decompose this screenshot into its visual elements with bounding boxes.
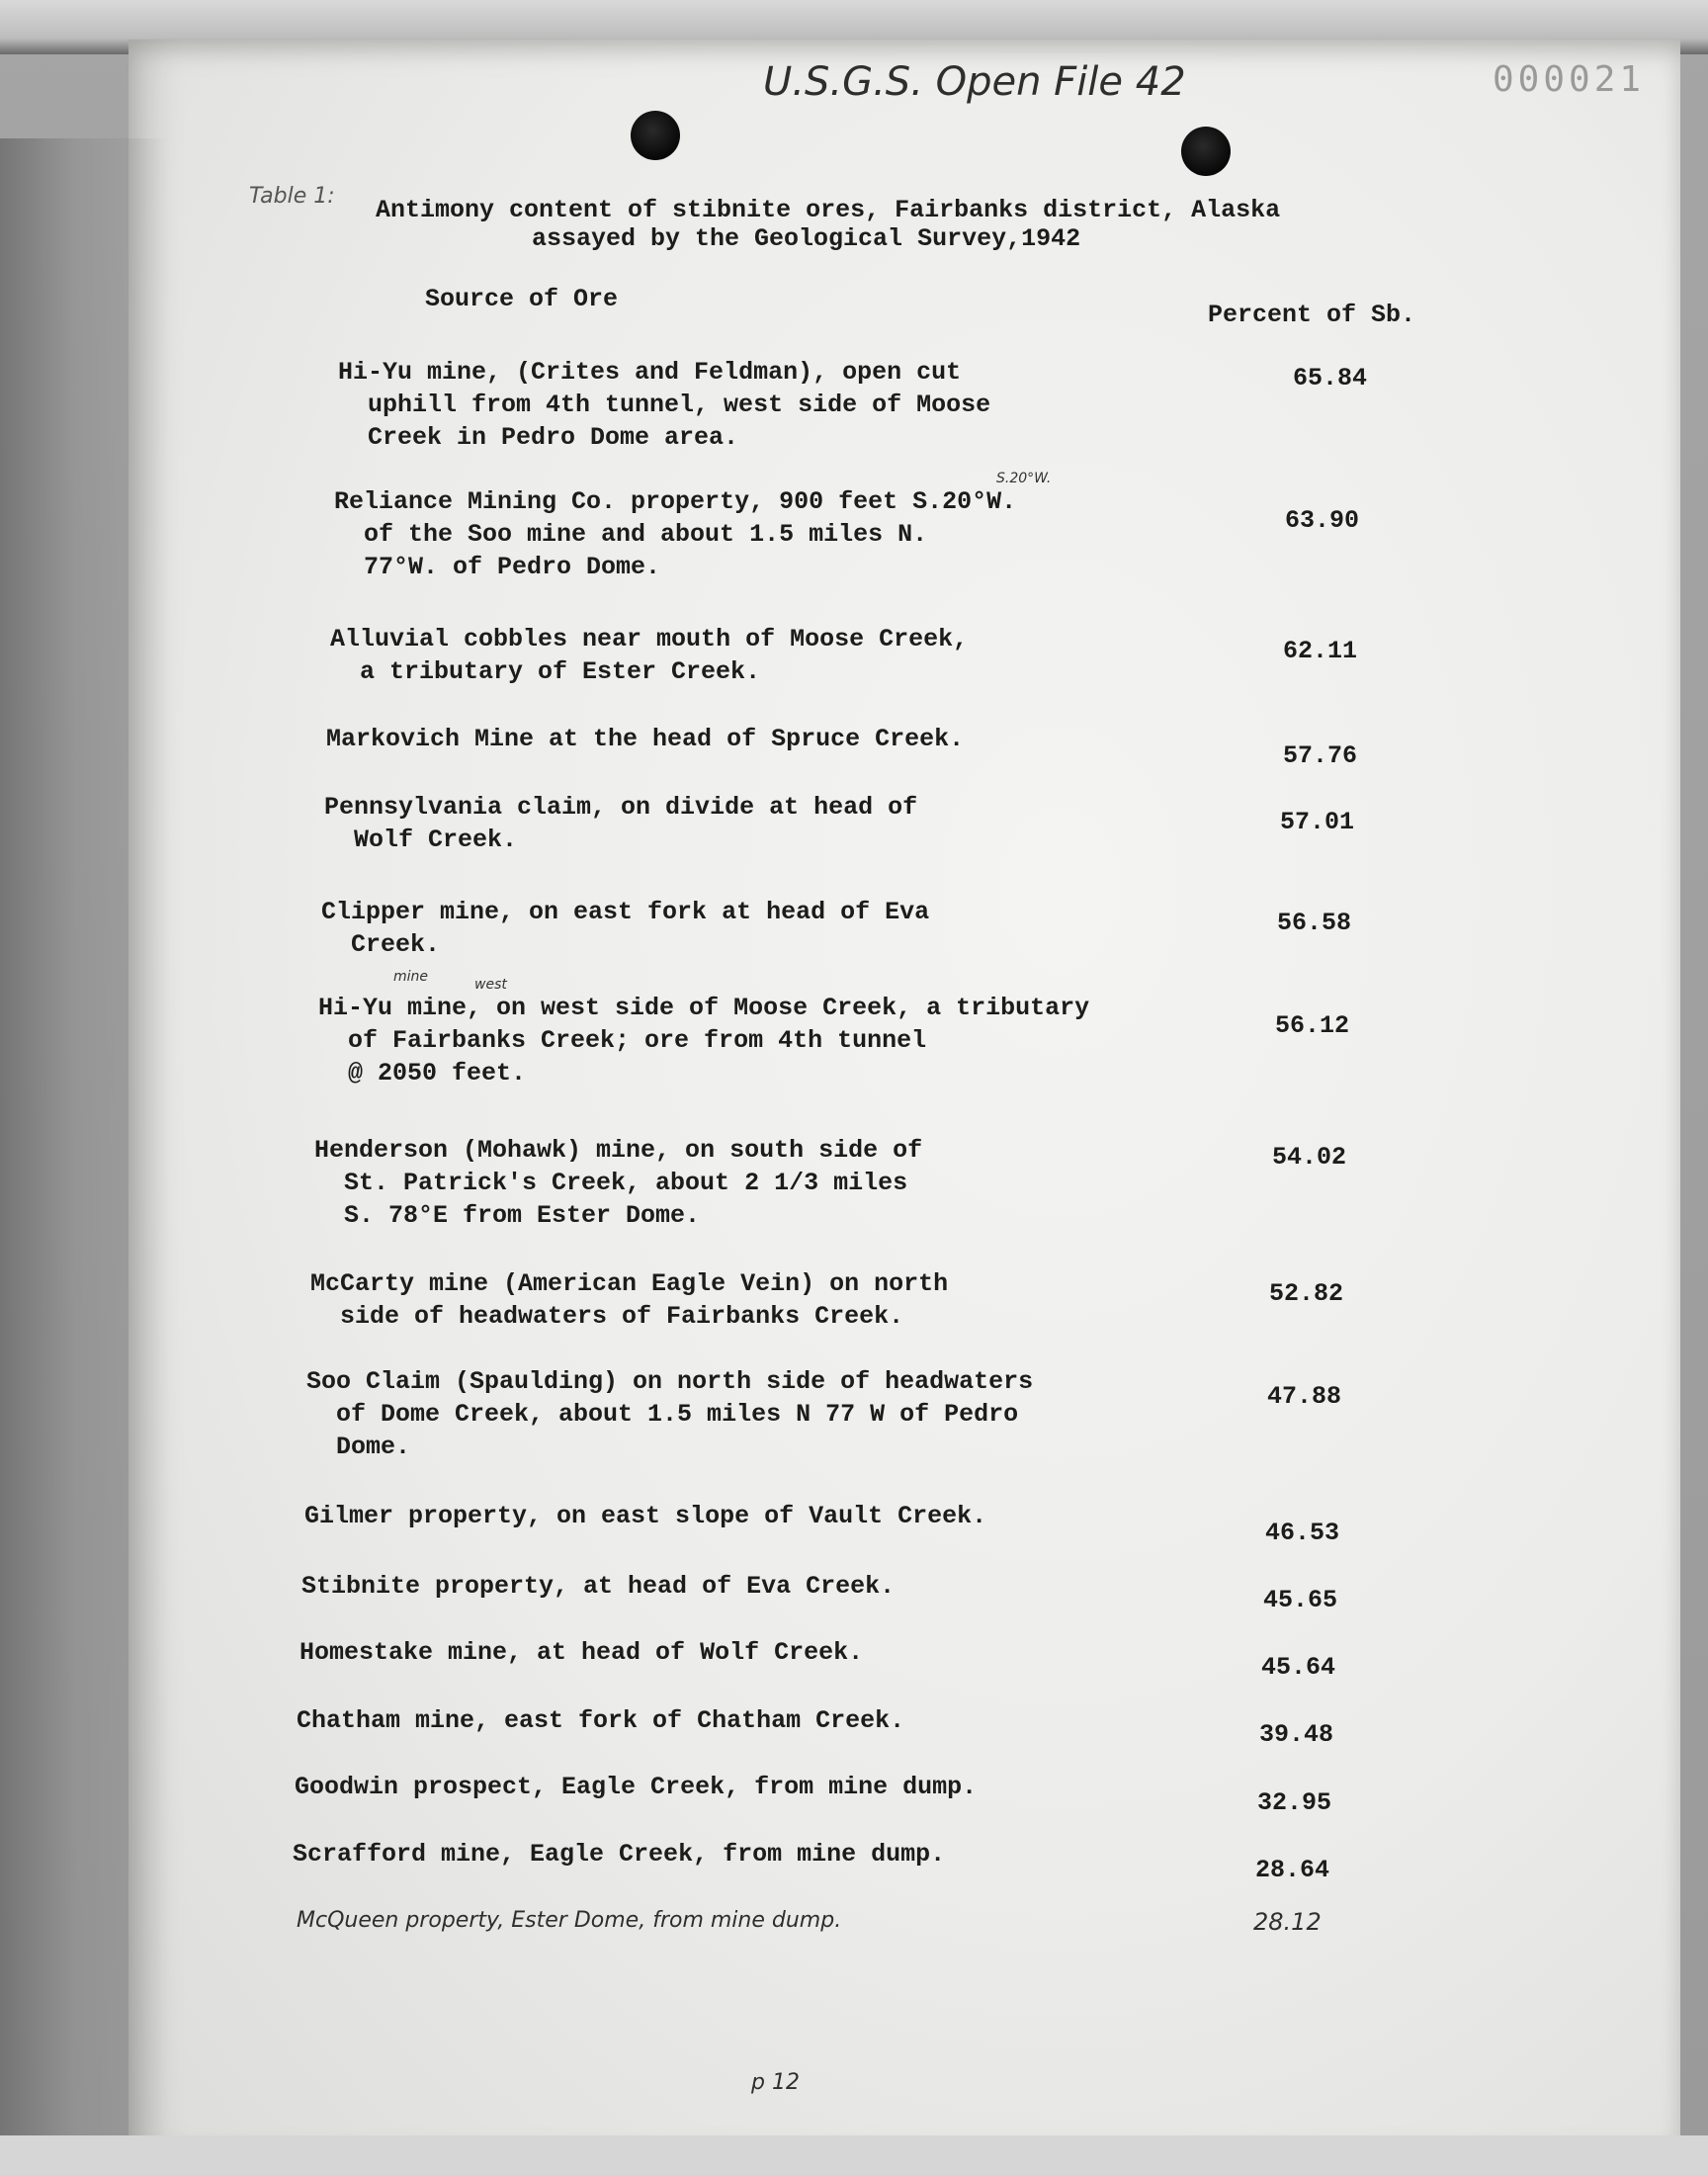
ore-source-line: Soo Claim (Spaulding) on north side of headwaters [306,1367,1034,1396]
ore-source-line: of Dome Creek, about 1.5 miles N 77 W of Pedro [336,1400,1019,1429]
punch-hole-left [631,111,680,160]
percent-sb-value-15: 32.95 [1257,1788,1332,1817]
ore-source-2 [334,485,1016,583]
ore-source-line: Dome. [336,1433,411,1461]
ore-source-13 [299,1636,863,1669]
ore-source-line: 77°W. of Pedro Dome. [364,553,661,581]
table-label: Table 1: [249,184,335,209]
percent-sb-value-4: 57.76 [1283,741,1358,770]
percent-sb-value-8: 54.02 [1272,1143,1347,1172]
percent-sb-value-7: 56.12 [1275,1011,1350,1040]
ore-source-10 [306,1365,1033,1463]
ore-source-1 [338,356,990,454]
ore-source-line: Hi-Yu mine, (Crites and Feldman), open cut [338,358,962,387]
ore-source-15 [295,1771,977,1803]
percent-sb-value-14: 39.48 [1259,1720,1334,1749]
handwritten-title: U.S.G.S. Open File 42 [763,59,1186,105]
ore-source-7 [318,992,1089,1089]
ore-source-line: McQueen property, Ester Dome, from mine dump. [297,1908,842,1933]
ore-source-3 [330,623,968,688]
ore-source-12 [301,1570,895,1603]
annotation-mine: mine [393,969,429,985]
percent-sb-value-17: 28.12 [1253,1908,1322,1936]
ore-source-8 [314,1134,922,1232]
punch-hole-right [1181,127,1231,176]
ore-source-line: S. 78°E from Ester Dome. [344,1201,701,1230]
percent-sb-value-13: 45.64 [1261,1653,1336,1682]
table-title-line1: Antimony content of stibnite ores, Fairbanks district, Alaska [376,196,1281,224]
ore-source-line: Creek. [351,930,441,959]
ore-source-line: Clipper mine, on east fork at head of Eva [321,898,930,926]
ore-source-line: of Fairbanks Creek; ore from 4th tunnel [348,1026,927,1055]
percent-sb-value-3: 62.11 [1283,637,1358,665]
ore-source-line: Creek in Pedro Dome area. [368,423,739,452]
page-note: p 12 [751,2070,800,2095]
ore-source-line: Markovich Mine at the head of Spruce Creek. [326,725,965,753]
column-header-percent: Percent of Sb. [1208,301,1416,329]
ore-source-line: side of headwaters of Fairbanks Creek. [340,1302,904,1331]
serial-stamp: 000021 [1493,59,1646,100]
scanner-bottom-edge [0,2135,1708,2175]
ore-source-line: @ 2050 feet. [348,1059,527,1088]
ore-source-line: Stibnite property, at head of Eva Creek. [301,1572,896,1601]
ore-source-line: Alluvial cobbles near mouth of Moose Creek, [330,625,969,653]
annotation-west: west [474,977,507,993]
percent-sb-value-12: 45.65 [1263,1586,1338,1614]
percent-sb-value-6: 56.58 [1277,909,1352,937]
ore-source-11 [304,1500,986,1532]
ore-source-line: uphill from 4th tunnel, west side of Moose [368,391,991,419]
ore-source-line: a tributary of Ester Creek. [360,657,761,686]
ore-source-line: Hi-Yu mine, on west side of Moose Creek, a tributary [318,994,1090,1022]
ore-source-line: Scrafford mine, Eagle Creek, from mine dump. [293,1840,946,1869]
percent-sb-value-16: 28.64 [1255,1856,1330,1884]
ore-source-16 [293,1838,945,1870]
ore-source-line: Gilmer property, on east slope of Vault Creek. [304,1502,987,1530]
ore-source-line: St. Patrick's Creek, about 2 1/3 miles [344,1169,908,1197]
ore-source-line: Goodwin prospect, Eagle Creek, from mine dump. [295,1773,978,1801]
percent-sb-value-1: 65.84 [1293,364,1368,392]
ore-source-line: Wolf Creek. [354,826,518,854]
ore-source-4 [326,723,964,755]
ore-source-9 [310,1267,948,1333]
ore-source-17 [297,1904,841,1937]
percent-sb-value-5: 57.01 [1280,808,1355,836]
ore-source-line: of the Soo mine and about 1.5 miles N. [364,520,928,549]
ore-source-line: Reliance Mining Co. property, 900 feet S.20°W. [334,487,1017,516]
ore-source-line: McCarty mine (American Eagle Vein) on north [310,1269,949,1298]
percent-sb-value-9: 52.82 [1269,1279,1344,1308]
annotation-bearing: S.20°W. [996,471,1052,486]
ore-source-14 [297,1704,904,1737]
ore-source-line: Chatham mine, east fork of Chatham Creek. [297,1706,905,1735]
ore-source-5 [324,791,917,856]
percent-sb-value-2: 63.90 [1285,506,1360,535]
table-title-line2: assayed by the Geological Survey,1942 [532,224,1081,253]
ore-source-line: Pennsylvania claim, on divide at head of [324,793,918,822]
column-header-source: Source of Ore [425,285,619,313]
percent-sb-value-10: 47.88 [1267,1382,1342,1411]
ore-source-line: Homestake mine, at head of Wolf Creek. [299,1638,864,1667]
ore-source-6 [321,896,929,961]
percent-sb-value-11: 46.53 [1265,1519,1340,1547]
ore-source-line: Henderson (Mohawk) mine, on south side of [314,1136,923,1165]
left-edge-shadow [0,138,168,2135]
